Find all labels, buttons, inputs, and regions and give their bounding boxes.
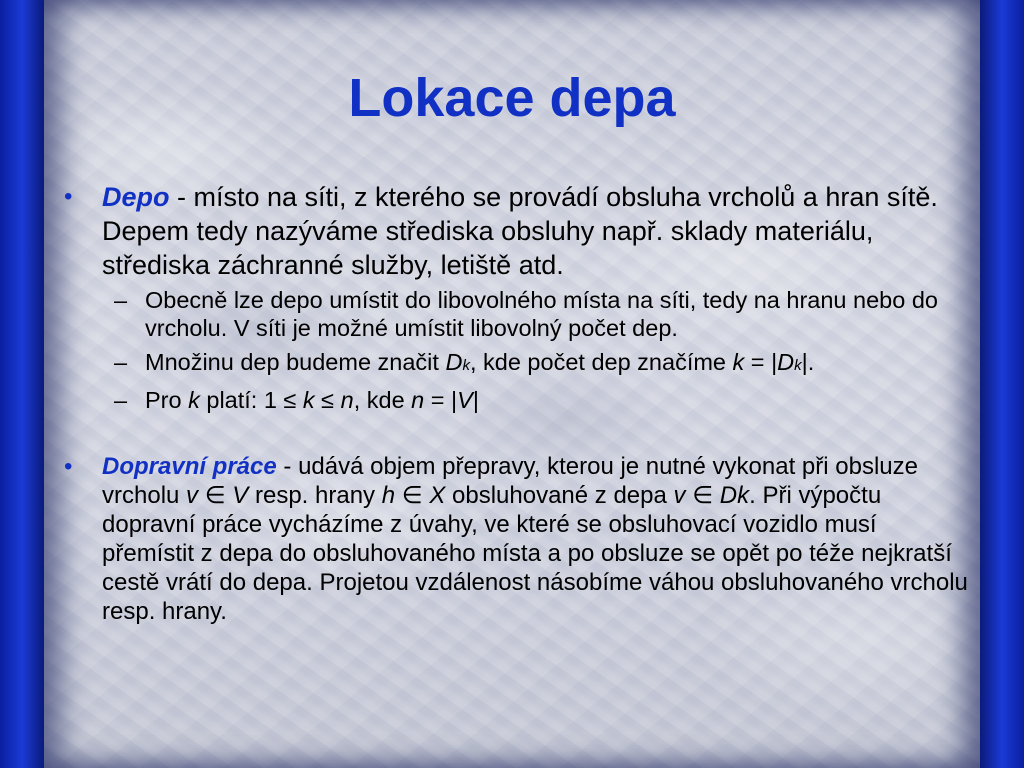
text-run: Množinu dep budeme značit bbox=[145, 349, 446, 375]
symbol-k: k bbox=[302, 387, 315, 413]
slide-body bbox=[64, 180, 974, 626]
dash-marker: – bbox=[114, 349, 128, 375]
term-dopravni-prace: Dopravní práce bbox=[102, 453, 277, 480]
text-run: resp. hrany bbox=[248, 482, 382, 509]
symbol-V: V bbox=[232, 482, 249, 509]
text-run: , kde počet dep značíme bbox=[469, 349, 733, 375]
text-run: = | bbox=[424, 387, 458, 413]
symbol-k-subscript: k bbox=[462, 357, 470, 374]
symbol-n: n bbox=[411, 387, 425, 413]
symbol-k: k bbox=[188, 387, 200, 413]
slide-title: Lokace depa bbox=[348, 68, 676, 128]
dash-marker: – bbox=[114, 387, 128, 413]
sub-bullet-2 bbox=[64, 348, 974, 380]
text-run: ∈ bbox=[395, 482, 430, 509]
symbol-Dk: Dk bbox=[719, 482, 750, 509]
symbol-D: D bbox=[777, 349, 795, 375]
symbol-X: X bbox=[429, 482, 446, 509]
symbol-h: h bbox=[381, 482, 396, 509]
text-run: |. bbox=[801, 349, 815, 375]
bullet-depo bbox=[64, 180, 974, 282]
symbol-v: v bbox=[186, 482, 199, 509]
symbol-k-subscript: k bbox=[794, 357, 802, 374]
text-run: ≤ bbox=[314, 387, 341, 413]
symbol-k: k bbox=[732, 349, 745, 375]
text-run: , kde bbox=[353, 387, 412, 413]
symbol-V: V bbox=[457, 387, 473, 413]
text-run: ∈ bbox=[198, 482, 233, 509]
bullet-marker: • bbox=[64, 453, 73, 480]
term-depo: Depo bbox=[102, 182, 170, 212]
dash-marker: – bbox=[114, 287, 128, 313]
bullet-depo-text: - místo na síti, z kterého se provádí obsluha vrcholů a hran sítě. Depem tedy nazýváme střediska obsluhy např. sklady materiálu, střediska záchranné služby, letiště atd. bbox=[102, 182, 938, 280]
text-run: platí: 1 ≤ bbox=[199, 387, 303, 413]
sub-bullet-1 bbox=[64, 286, 974, 342]
text-run: | bbox=[472, 387, 479, 413]
sub-bullet-3 bbox=[64, 386, 974, 414]
text-run: - udává objem přepravy, kterou je nutné vykonat při obsluze vrcholu bbox=[102, 453, 918, 509]
symbol-v: v bbox=[673, 482, 686, 509]
sub-bullet-1-text: Obecně lze depo umístit do libovolného místa na síti, tedy na hranu nebo do vrcholu. V síti je možné umístit libovolný počet dep. bbox=[145, 287, 938, 341]
text-run: ∈ bbox=[685, 482, 720, 509]
text-run: Pro bbox=[145, 387, 189, 413]
text-run: . Při výpočtu dopravní práce vycházíme z úvahy, ve které se obsluhovací vozidlo musí přemístit z depa do obsluhovaného místa a po obsluze se opět po téže nejkratší cestě vrátí do depa. Projetou vzdálenost násobíme váhou obsluhovaného vrcholu resp. hrany. bbox=[102, 482, 968, 625]
spacer bbox=[64, 414, 974, 452]
symbol-n: n bbox=[340, 387, 354, 413]
symbol-D: D bbox=[445, 349, 463, 375]
text-run: = | bbox=[744, 349, 778, 375]
text-run: obsluhované z depa bbox=[445, 482, 674, 509]
bullet-marker: • bbox=[64, 183, 73, 210]
slide bbox=[44, 0, 980, 768]
bullet-dopravni-prace bbox=[64, 452, 974, 626]
